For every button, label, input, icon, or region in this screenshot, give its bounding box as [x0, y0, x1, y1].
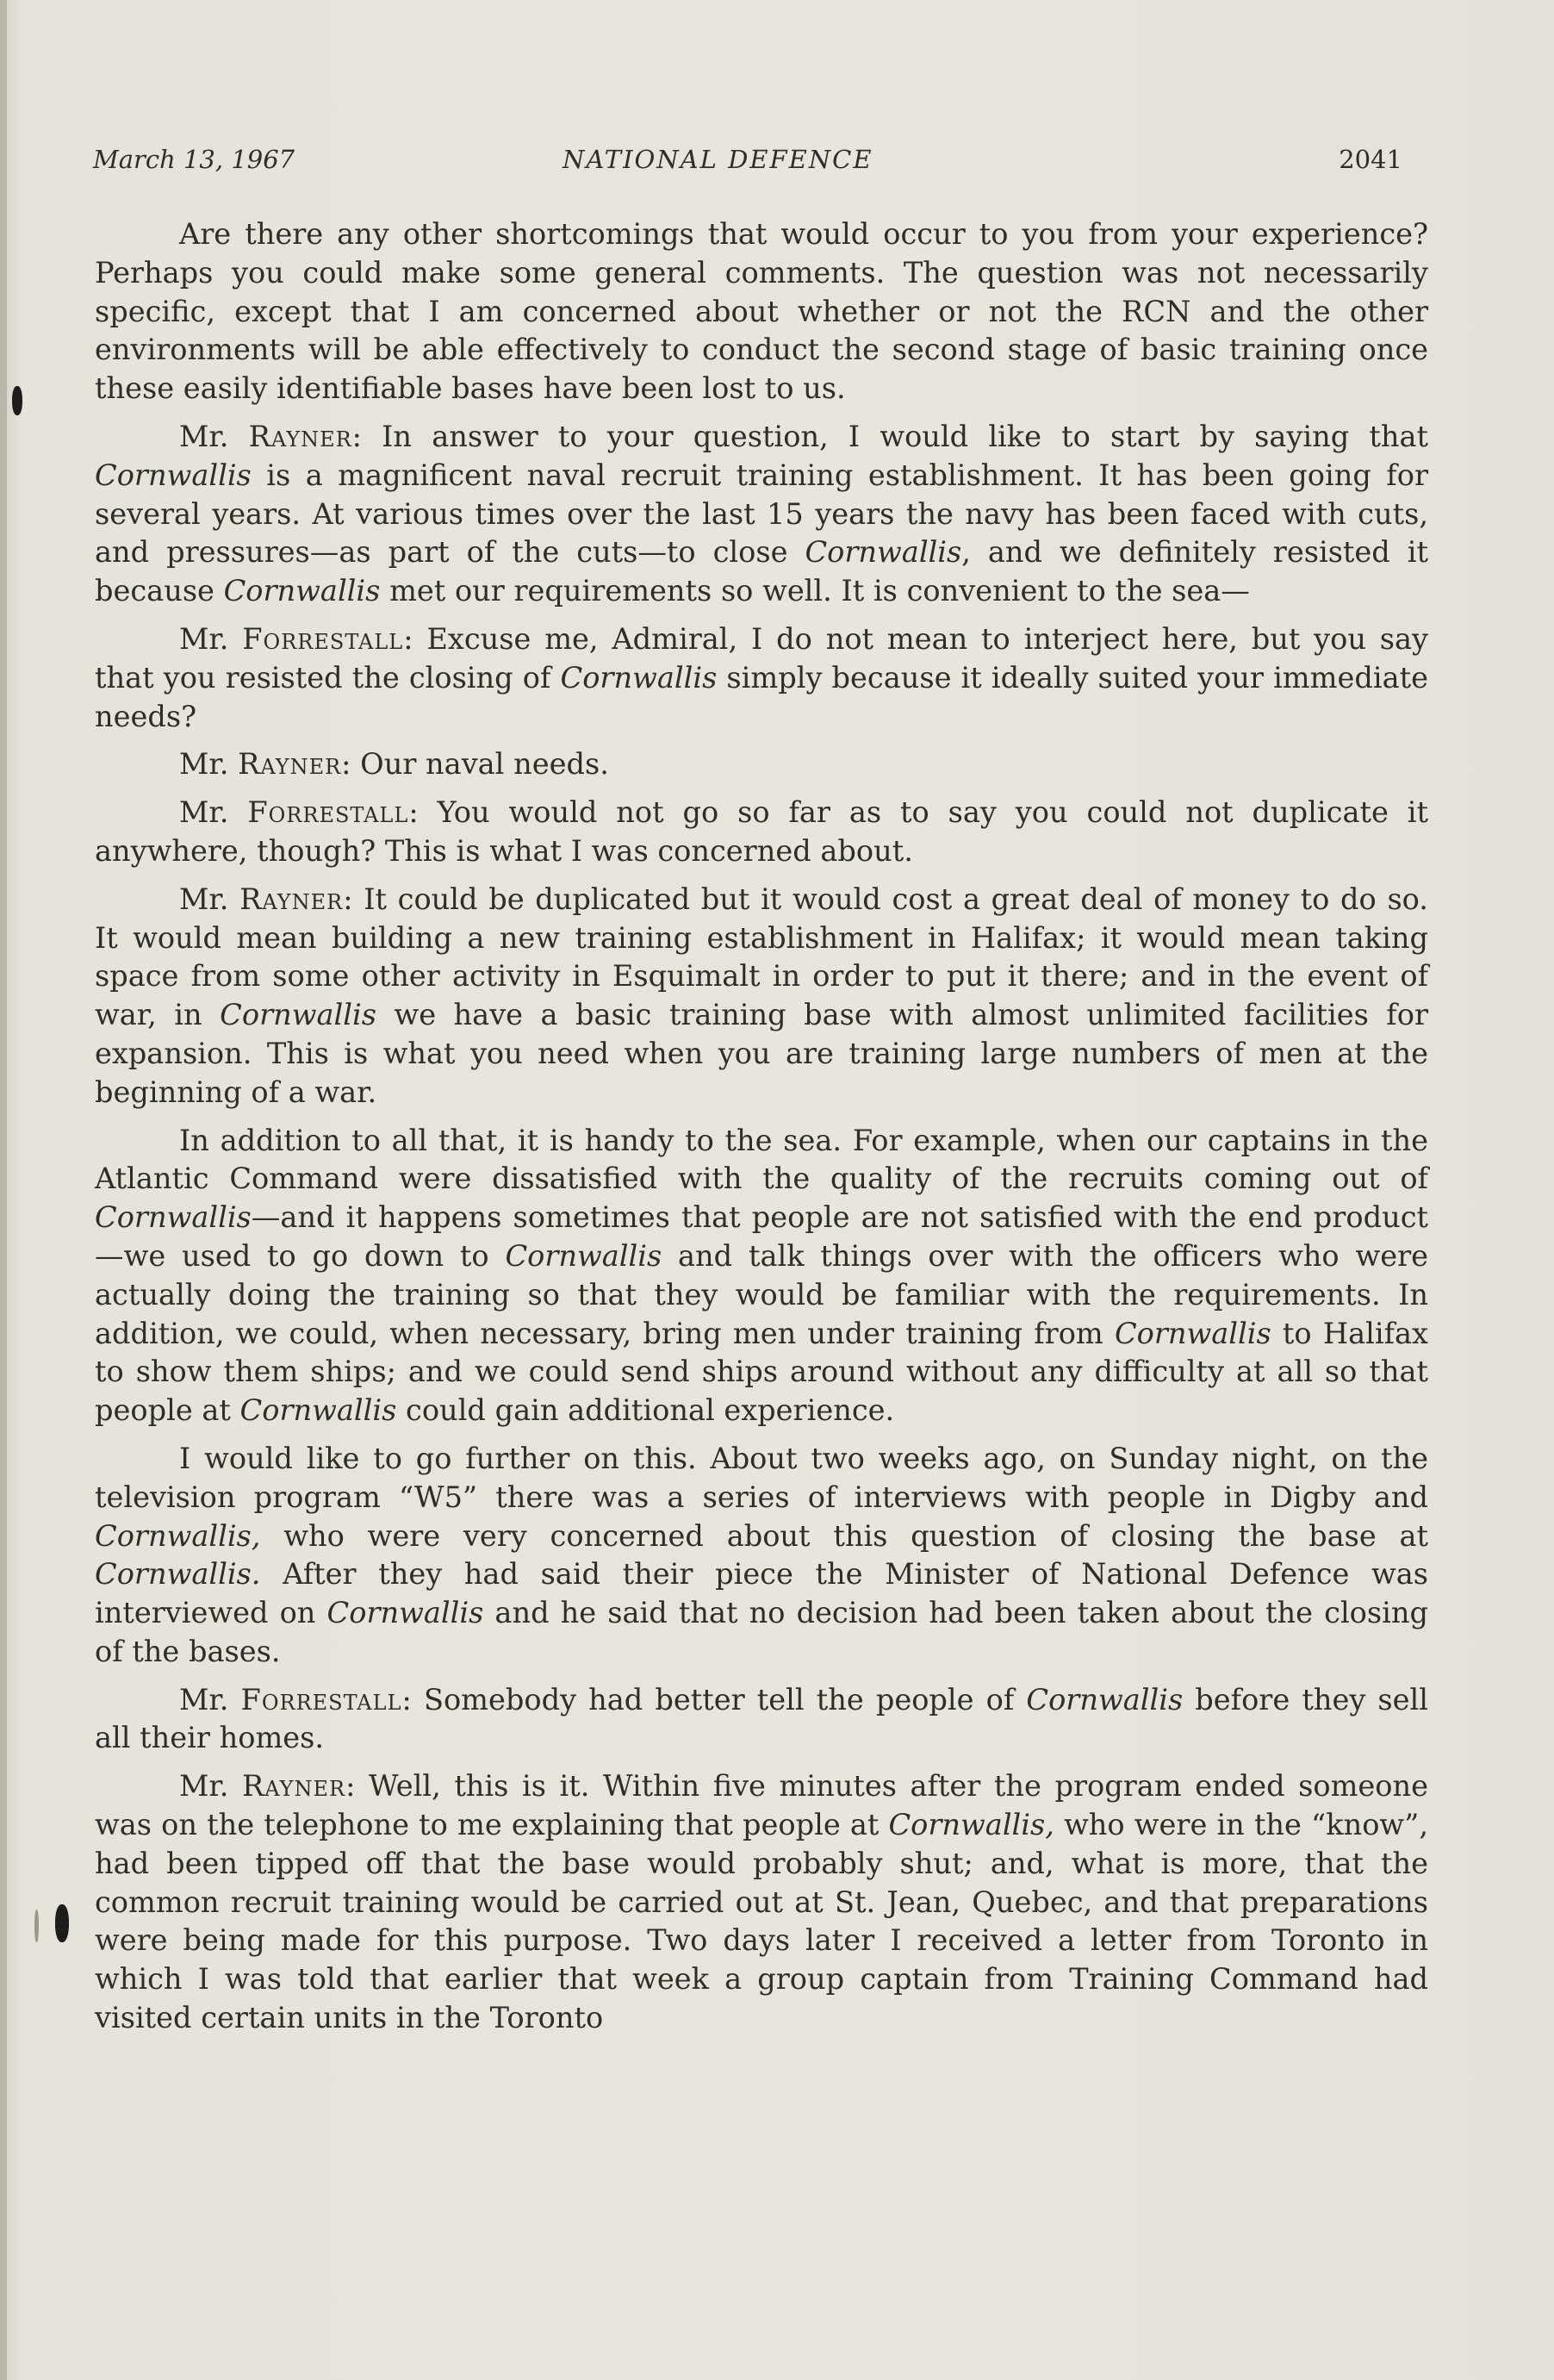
speaker-name: Forrestall — [242, 621, 404, 656]
italic-name: Cornwallis — [1114, 1316, 1271, 1350]
italic-name: Cornwallis, — [888, 1808, 1054, 1842]
paragraph: Mr. Forrestall: Somebody had better tell the people of Cornwallis before they sell all their homes. — [95, 1682, 1428, 1755]
italic-name: Cornwallis, — [95, 1518, 261, 1553]
paragraph-text: met our requirements so well. It is convenient to the sea— — [380, 574, 1250, 608]
italic-name: Cornwallis — [220, 998, 376, 1032]
paragraph-text: could gain additional experience. — [396, 1393, 895, 1428]
paragraph-text: Are there any other shortcomings that would occur to you from your experience? Perhaps you could make some general comments. The question was not necessarily specific, except that I am concerned about whether or not the RCN and the other environments will be able effectively to conduct the second stage of basic training once these easily identifiable bases have been lost to us. — [95, 217, 1428, 406]
paragraph-text: I would like to go further on this. About two weeks ago, on Sunday night, on the television program “W5” there was a series of interviews with people in Digby and — [95, 1441, 1428, 1514]
header-date: March 13, 1967 — [93, 145, 295, 174]
paragraph-text: is a magnificent naval recruit training establishment. It has been going for several years. At various times over the last 15 years the navy has been faced with cuts, and pressures—as part of the cuts—to close — [95, 458, 1428, 570]
paragraph-text: Our naval needs. — [360, 747, 609, 782]
paragraph-text: —and it happens sometimes that people are not satisfied with the end product—we used to go down to — [95, 1200, 1428, 1273]
paragraph-text: and talk things over with the officers who were actually doing the training so that they would be familiar with the requirements. In addition, we could, when necessary, bring men under training from — [95, 1238, 1428, 1350]
binding-mark — [55, 1904, 69, 1942]
paragraph-text: simply because it ideally suited your immediate needs? — [95, 660, 1428, 733]
paragraph-text: You would not go so far as to say you could not duplicate it anywhere, though? This is what I was concerned about. — [95, 795, 1428, 868]
italic-name: Cornwallis — [95, 458, 252, 492]
binding-edge — [0, 0, 7, 2380]
paragraph-text: Excuse me, Admiral, I do not mean to interject here, but you say that you resisted the closing of — [95, 621, 1428, 695]
paragraph-text: In answer to your question, I would like to start by saying that — [382, 419, 1428, 453]
speaker-name: Rayner — [248, 419, 352, 453]
paragraph-text: It could be duplicated but it would cost a great deal of money to do so. It would mean building a new training establishment in Halifax; it would mean taking space from some other activity in Esquimalt in order to put it there; and in the event of war, in — [95, 882, 1428, 1032]
paragraph — [95, 215, 1428, 408]
paragraph-text: we have a basic training base with almost unlimited facilities for expansion. This is what you need when you are training large numbers of men at the beginning of a war. — [95, 998, 1428, 1109]
italic-name: Cornwallis — [239, 1393, 397, 1428]
header-title: NATIONAL DEFENCE — [563, 145, 873, 174]
italic-name: Cornwallis. — [95, 1557, 261, 1592]
paragraph: Mr. Rayner: It could be duplicated but it would cost a great deal of money to do so. It would mean building a new training establishment in Halifax; it would mean taking space from some other activity in Esquimalt in order to put it there; and in the event of war, in Cornwallis we have a basic training base with almost unlimited facilities for expansion. This is what you need when you are training large numbers of men at the beginning of a war. — [95, 882, 1428, 1109]
paragraph: Mr. Rayner: In answer to your question, I would like to start by saying that Cornwallis is a magnificent naval recruit training establishment. It has been going for several years. At various times over the last 15 years the navy has been faced with cuts, and pressures—as part of the cuts—to close Cornwallis, and we definitely resisted it because Cornwallis met our requirements so well. It is convenient to the sea— — [95, 419, 1428, 608]
speaker-name: Forrestall — [240, 1682, 402, 1716]
speaker-name: Rayner — [239, 882, 344, 916]
page-header — [93, 145, 1402, 179]
document-body — [95, 215, 1428, 2047]
speaker-name: Rayner — [238, 747, 342, 782]
paragraph: Mr. Rayner: Well, this is it. Within five minutes after the program ended someone was on the telephone to me explaining that people at Cornwallis, who were in the “know”, had been tipped off that the base would probably shut; and, what is more, that the common recruit training would be carried out at St. Jean, Quebec, and that preparations were being made for this purpose. Two days later I received a letter from Toronto in which I was told that earlier that week a group captain from Training Command had visited certain units in the Toronto — [95, 1769, 1428, 2035]
paragraph: Mr. Forrestall: Excuse me, Admiral, I do not mean to interject here, but you say that you resisted the closing of Cornwallis simply because it ideally suited your immediate needs? — [95, 621, 1428, 733]
paragraph-text: , and we definitely resisted it because — [95, 535, 1428, 608]
italic-name: Cornwallis — [805, 535, 962, 570]
paragraph-text: who were very concerned about this question of closing the base at — [260, 1518, 1428, 1553]
paragraph: Mr. Rayner: Our naval needs. — [179, 747, 609, 782]
paragraph — [95, 1440, 1428, 1672]
binding-mark — [34, 1910, 39, 1942]
paragraph-text: After they had said their piece the Minister of National Defence was interviewed on — [95, 1557, 1428, 1630]
speaker-name: Rayner — [241, 1769, 346, 1804]
paragraph — [95, 1122, 1428, 1430]
paragraph-text: Somebody had better tell the people of — [423, 1682, 1027, 1716]
paragraph-text: Well, this is it. Within five minutes after the program ended someone was on the telephone to me explaining that people at — [95, 1769, 1428, 1842]
paragraph-text: and he said that no decision had been taken about the closing of the bases. — [95, 1596, 1428, 1668]
speaker-name: Forrestall — [247, 795, 409, 830]
italic-name: Cornwallis — [1026, 1682, 1184, 1716]
paragraph-text: In addition to all that, it is handy to the sea. For example, when our captains in the Atlantic Command were dissatisfied with the quality of the recruits coming out of — [95, 1123, 1428, 1196]
paragraph-text: before they sell all their homes. — [95, 1682, 1428, 1755]
paragraph: Mr. Forrestall: You would not go so far as to say you could not duplicate it anywhere, though? This is what I was concerned about. — [95, 795, 1428, 868]
italic-name: Cornwallis — [223, 574, 381, 608]
paragraph-text: to Halifax to show them ships; and we could send ships around without any difficulty at all so that people at — [95, 1316, 1428, 1428]
paragraph-text: who were in the “know”, had been tipped off that the base would probably shut; and, what is more, that the common recruit training would be carried out at St. Jean, Quebec, and that preparations were being made for this purpose. Two days later I received a letter from Toronto in which I was told that earlier that week a group captain from Training Command had visited certain units in the Toronto — [95, 1808, 1428, 2035]
italic-name: Cornwallis — [326, 1596, 484, 1630]
italic-name: Cornwallis — [95, 1200, 252, 1235]
italic-name: Cornwallis — [560, 660, 718, 695]
binding-mark — [12, 386, 22, 415]
page-number: 2041 — [1339, 145, 1402, 174]
italic-name: Cornwallis — [505, 1238, 662, 1273]
